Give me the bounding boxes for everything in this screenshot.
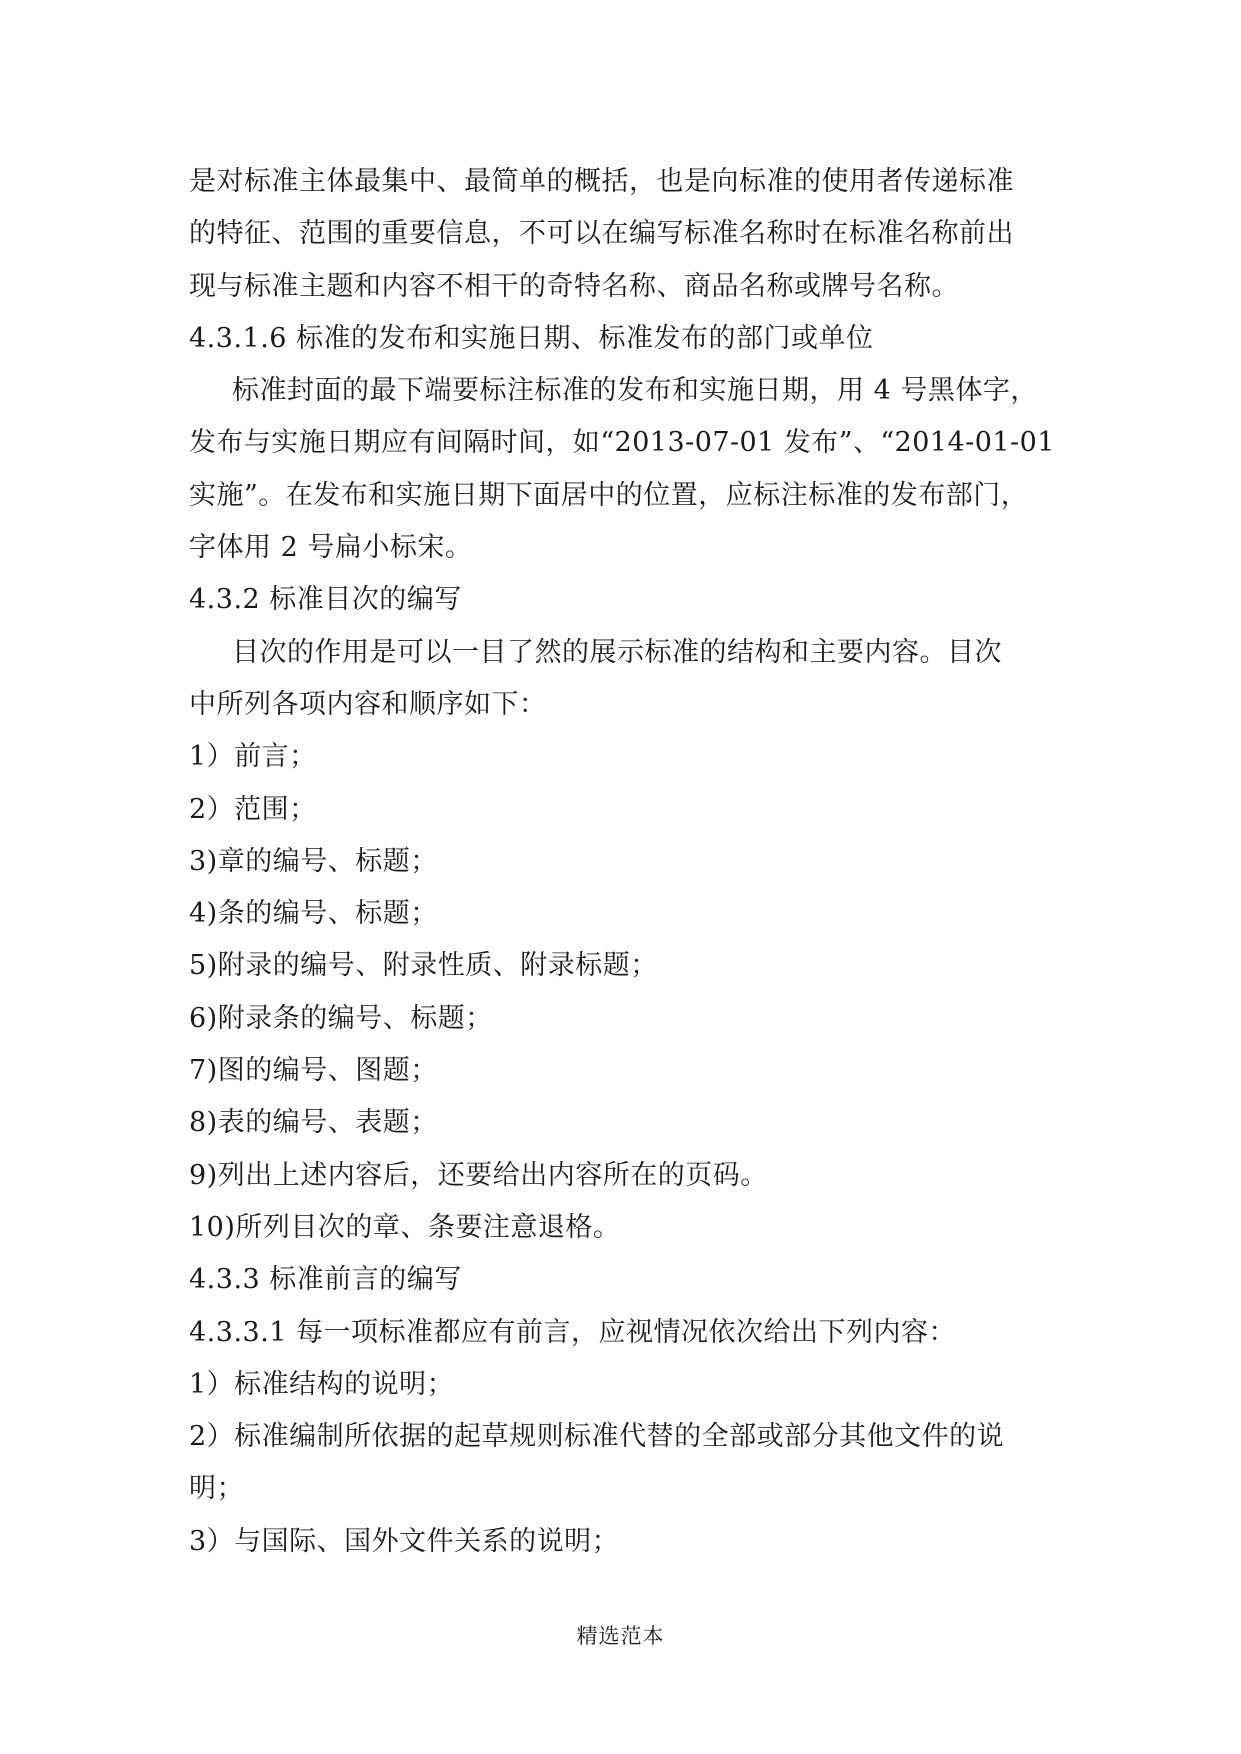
text-line: 4)条的编号、标题； [189,898,438,930]
text-line: 明； [189,1473,244,1505]
text-line: 8)表的编号、表题； [189,1107,438,1139]
text-line: 目次的作用是可以一目了然的展示标准的结构和主要内容。目次 [232,636,1002,668]
text-line: 2）标准编制所依据的起草规则标准代替的全部或部分其他文件的说 [189,1421,1005,1453]
document-body [189,156,1055,1568]
text-line: 字体用 2 号扁小标宋。 [189,532,473,564]
text-line: 是对标准主体最集中、最简单的概括，也是向标准的使用者传递标准 [189,166,1014,197]
text-line: 3）与国际、国外文件关系的说明； [189,1525,620,1557]
text-line: 4.3.3 标准前言的编写 [189,1264,462,1296]
text-line: 1）标准结构的说明； [189,1368,455,1400]
text-line: 4.3.1.6 标准的发布和实施日期、标准发布的部门或单位 [189,322,874,354]
page-footer: 精选范本 [576,1624,665,1648]
text-line: 5)附录的编号、附录性质、附录标题； [189,950,658,982]
text-line: 标准封面的最下端要标注标准的发布和实施日期，用 4 号黑体字， [232,375,1038,407]
text-line: 9)列出上述内容后，还要给出内容所在的页码。 [189,1159,768,1191]
text-line: 6)附录条的编号、标题； [189,1002,493,1034]
text-line: 3)章的编号、标题； [189,845,438,877]
text-line: 10)所列目次的章、条要注意退格。 [189,1211,621,1243]
text-line: 的特征、范围的重要信息，不可以在编写标准名称时在标准名称前出 [189,218,1014,250]
text-line: 4.3.3.1 每一项标准都应有前言，应视情况依次给出下列内容： [189,1316,957,1348]
text-line: 现与标准主题和内容不相干的奇特名称、商品名称或牌号名称。 [189,270,959,302]
text-line: 1）前言； [189,741,317,773]
text-line: 4.3.2 标准目次的编写 [189,584,462,616]
text-line: 中所列各项内容和顺序如下： [189,688,547,720]
text-line: 实施”。在发布和实施日期下面居中的位置，应标注标准的发布部门， [189,479,1029,511]
text-line: 7)图的编号、图题； [189,1055,438,1087]
text-line: 发布与实施日期应有间隔时间，如“2013-07-01 发布”、“2014-01-01 [189,427,1055,459]
text-line: 2）范围； [189,793,317,825]
